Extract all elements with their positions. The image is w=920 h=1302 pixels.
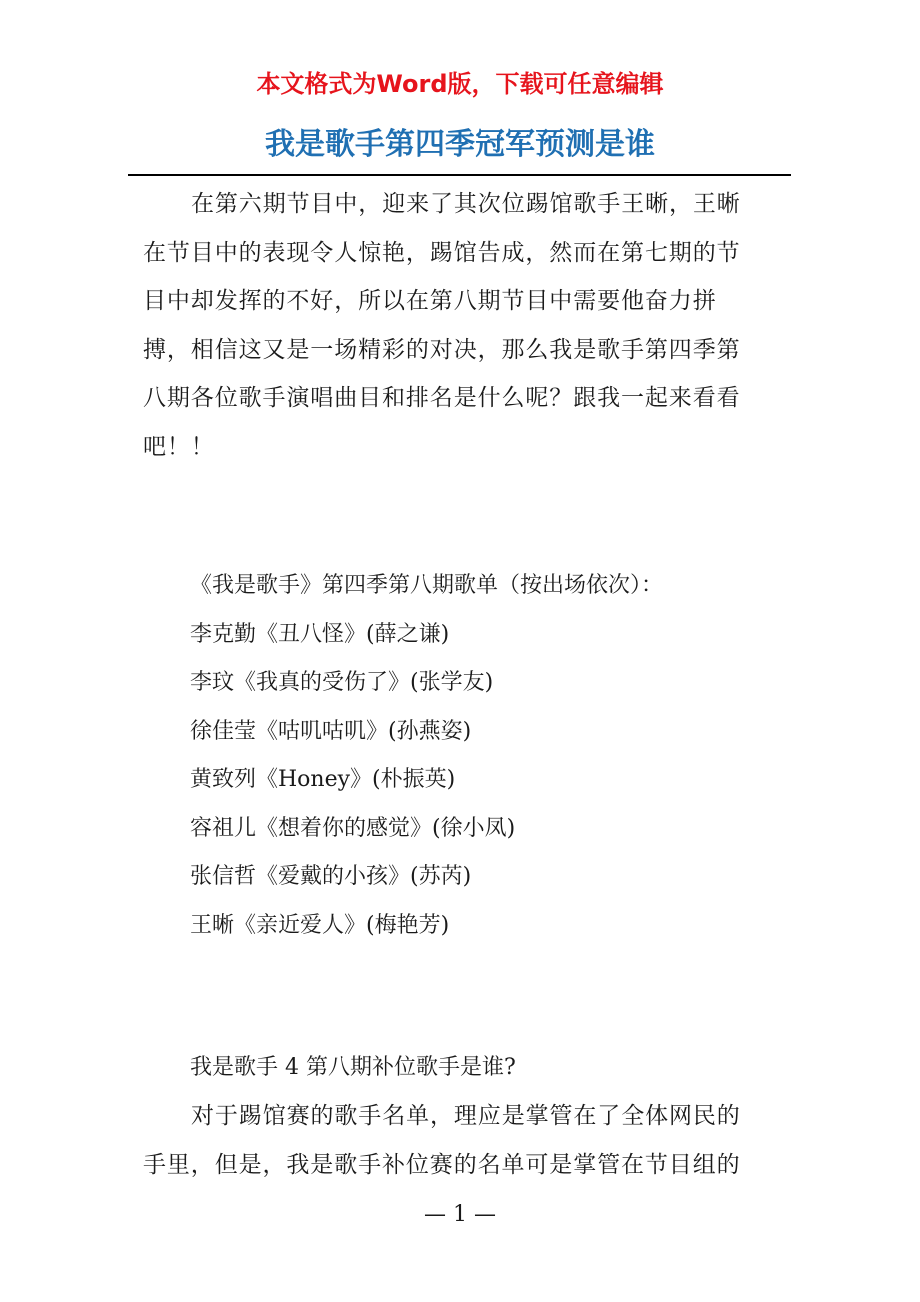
page-title: 我是歌手第四季冠军预测是谁: [265, 127, 655, 162]
body-paragraph: 对于踢馆赛的歌手名单，理应是掌管在了全体网民的手里，但是，我是歌手补位赛的名单可是掌管在节目组的: [143, 1103, 741, 1178]
intro-paragraph: 在第六期节目中，迎来了其次位踢馆歌手王晰，王晰在节目中的表现令人惊艳，踢馆告成，然而在第七期的节目中却发挥的不好，所以在第八期节目中需要他奋力拼搏，相信这又是一场精彩的对决，那么我是歌手第四季第八期各位歌手演唱曲目和排名是什么呢？跟我一起来看看吧！！: [143, 191, 741, 460]
list-item: 李克勤《丑八怪》(薛之谦): [190, 621, 450, 647]
title-divider: [128, 174, 791, 176]
list-item: 李玟《我真的受伤了》(张学友): [190, 670, 494, 695]
page-number: — 1 —: [424, 1202, 496, 1227]
list-item: 王晰《亲近爱人》(梅艳芳): [190, 912, 450, 938]
song-list-heading: 《我是歌手》第四季第八期歌单（按出场依次）：: [190, 573, 664, 598]
section-question: 我是歌手 4 第八期补位歌手是谁?: [190, 1055, 516, 1080]
list-item: 徐佳莹《咕叽咕叽》(孙燕姿): [190, 718, 472, 744]
list-item: 容祖儿《想着你的感觉》(徐小凤): [190, 815, 516, 841]
list-item: 黄致列《Honey》(朴振英): [190, 767, 456, 792]
song-list: [190, 562, 790, 950]
format-notice: 本文格式为Word版，下载可任意编辑: [256, 70, 664, 98]
list-item: 张信哲《爱戴的小孩》(苏芮): [190, 864, 472, 889]
